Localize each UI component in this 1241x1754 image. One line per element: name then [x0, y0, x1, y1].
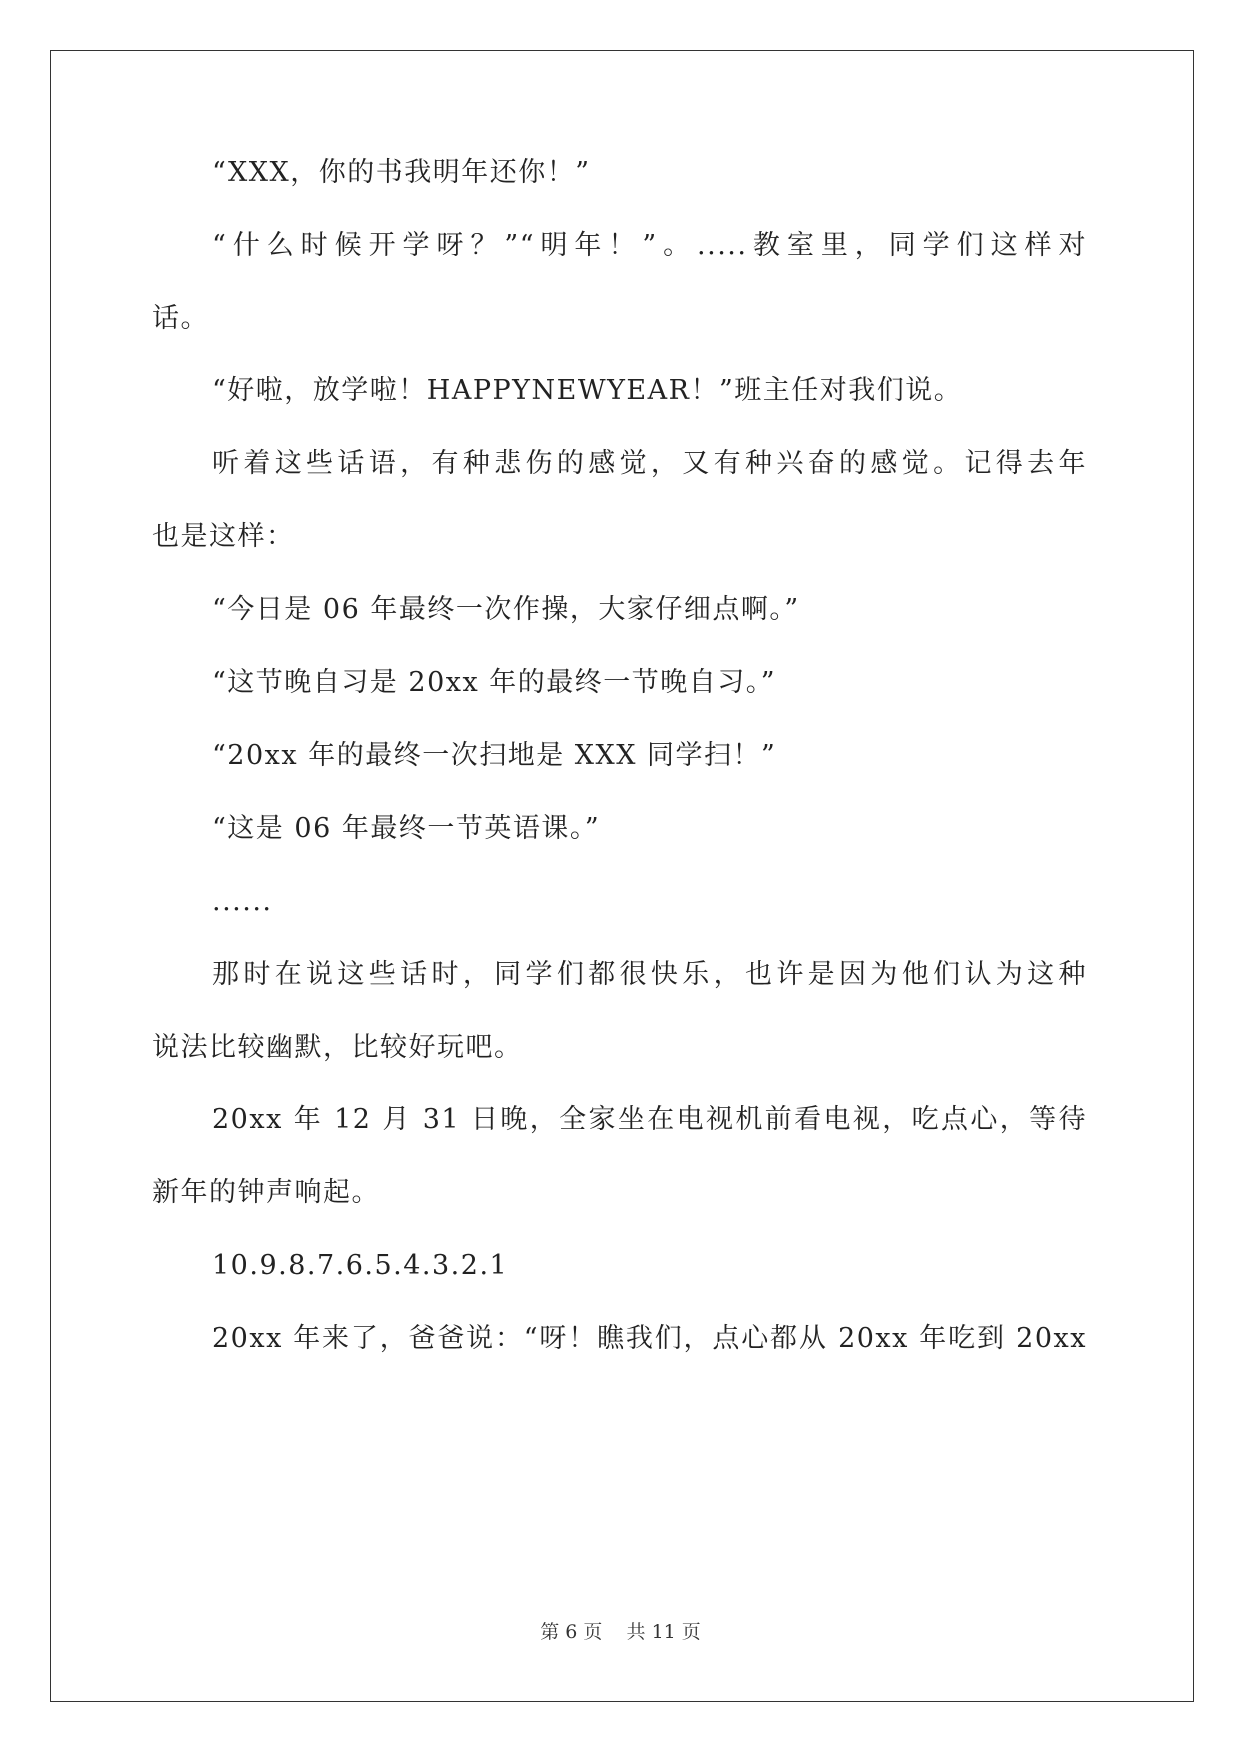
text-line: “好啦，放学啦！HAPPYNEWYEAR！”班主任对我们说。: [212, 375, 963, 406]
text-line: “什么时候开学呀？”“明年！”。.....教室里，同学们这样对: [212, 230, 1087, 261]
text-line: “20xx 年的最终一次扫地是 XXX 同学扫！”: [212, 740, 777, 771]
text-line: “今日是 06 年最终一次作操，大家仔细点啊。”: [212, 594, 800, 625]
text-line: 也是这样：: [152, 521, 295, 552]
text-line: 听着这些话语，有种悲伤的感觉，又有种兴奋的感觉。记得去年: [212, 448, 1087, 479]
text-line: 新年的钟声响起。: [152, 1177, 380, 1208]
page-footer: [0, 1620, 1241, 1644]
text-line: ......: [212, 886, 273, 917]
text-line: 说法比较幽默，比较好玩吧。: [152, 1032, 523, 1063]
text-line: “XXX，你的书我明年还你！”: [212, 157, 591, 188]
text-line: “这节晚自习是 20xx 年的最终一节晚自习。”: [212, 667, 777, 698]
page-total: 共 11 页: [626, 1621, 701, 1643]
text-line: 20xx 年 12 月 31 日晚，全家坐在电视机前看电视，吃点心，等待: [212, 1104, 1087, 1135]
text-line: 话。: [152, 303, 209, 334]
text-line: 20xx 年来了，爸爸说：“呀！瞧我们，点心都从 20xx 年吃到 20xx: [212, 1323, 1087, 1354]
page-number: 第 6 页: [540, 1621, 603, 1643]
text-line: 那时在说这些话时，同学们都很快乐，也许是因为他们认为这种: [212, 959, 1087, 990]
text-line: 10.9.8.7.6.5.4.3.2.1: [212, 1250, 509, 1281]
text-line: “这是 06 年最终一节英语课。”: [212, 813, 601, 844]
page-border: [50, 50, 1194, 1702]
